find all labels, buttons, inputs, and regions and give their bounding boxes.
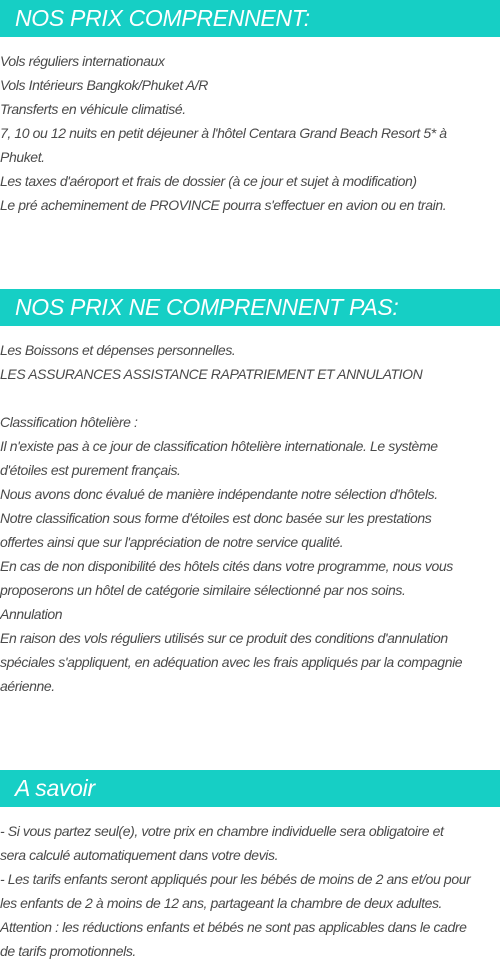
included-line: Transferts en véhicule climatisé. — [0, 101, 186, 117]
excluded-section — [0, 289, 500, 698]
hotel-classification-line: En cas de non disponibilité des hôtels cités dans votre programme, nous vous — [0, 558, 453, 574]
included-line: Le pré acheminement de PROVINCE pourra s'effectuer en avion ou en train. — [0, 197, 447, 213]
included-section — [0, 0, 500, 217]
info-list — [0, 819, 500, 963]
included-line: Phuket. — [0, 149, 45, 165]
included-line: 7, 10 ou 12 nuits en petit déjeuner à l'hôtel Centara Grand Beach Resort 5* à — [0, 125, 447, 141]
cancellation-line: Annulation — [0, 606, 63, 622]
included-heading: NOS PRIX COMPRENNENT: — [0, 0, 500, 37]
info-line: sera calculé automatiquement dans votre devis. — [0, 847, 279, 863]
info-line: - Les tarifs enfants seront appliqués pour les bébés de moins de 2 ans et/ou pour — [0, 871, 471, 887]
hotel-classification-line: offertes ainsi que sur l'appréciation de notre service qualité. — [0, 534, 344, 550]
hotel-classification-line: Notre classification sous forme d'étoiles est donc basée sur les prestations — [0, 510, 432, 526]
included-line: Vols réguliers internationaux — [0, 53, 165, 69]
info-line: - Si vous partez seul(e), votre prix en chambre individuelle sera obligatoire et — [0, 823, 444, 839]
info-heading: A savoir — [0, 770, 500, 807]
info-line: les enfants de 2 à moins de 12 ans, partageant la chambre de deux adultes. — [0, 895, 443, 911]
excluded-heading: NOS PRIX NE COMPRENNENT PAS: — [0, 289, 500, 326]
excluded-list — [0, 338, 500, 698]
included-line: Vols Intérieurs Bangkok/Phuket A/R — [0, 77, 208, 93]
hotel-classification-line: Il n'existe pas à ce jour de classification hôtelière internationale. Le système — [0, 438, 438, 454]
excluded-line: LES ASSURANCES ASSISTANCE RAPATRIEMENT ET ANNULATION — [0, 366, 423, 382]
cancellation-line: En raison des vols réguliers utilisés sur ce produit des conditions d'annulation — [0, 630, 448, 646]
paragraph-spacer — [0, 386, 500, 410]
info-line: de tarifs promotionnels. — [0, 943, 136, 959]
included-list — [0, 49, 500, 217]
cancellation-line: aérienne. — [0, 678, 55, 694]
hotel-classification-line: d'étoiles est purement français. — [0, 462, 181, 478]
cancellation-line: spéciales s'appliquent, en adéquation avec les frais appliqués par la compagnie — [0, 654, 463, 670]
hotel-classification-line: Classification hôtelière : — [0, 414, 138, 430]
hotel-classification-line: proposerons un hôtel de catégorie similaire sélectionné par nos soins. — [0, 582, 406, 598]
included-line: Les taxes d'aéroport et frais de dossier (à ce jour et sujet à modification) — [0, 173, 417, 189]
info-line: Attention : les réductions enfants et bébés ne sont pas applicables dans le cadre — [0, 919, 467, 935]
excluded-line: Les Boissons et dépenses personnelles. — [0, 342, 236, 358]
info-section — [0, 770, 500, 963]
hotel-classification-line: Nous avons donc évalué de manière indépendante notre sélection d'hôtels. — [0, 486, 438, 502]
